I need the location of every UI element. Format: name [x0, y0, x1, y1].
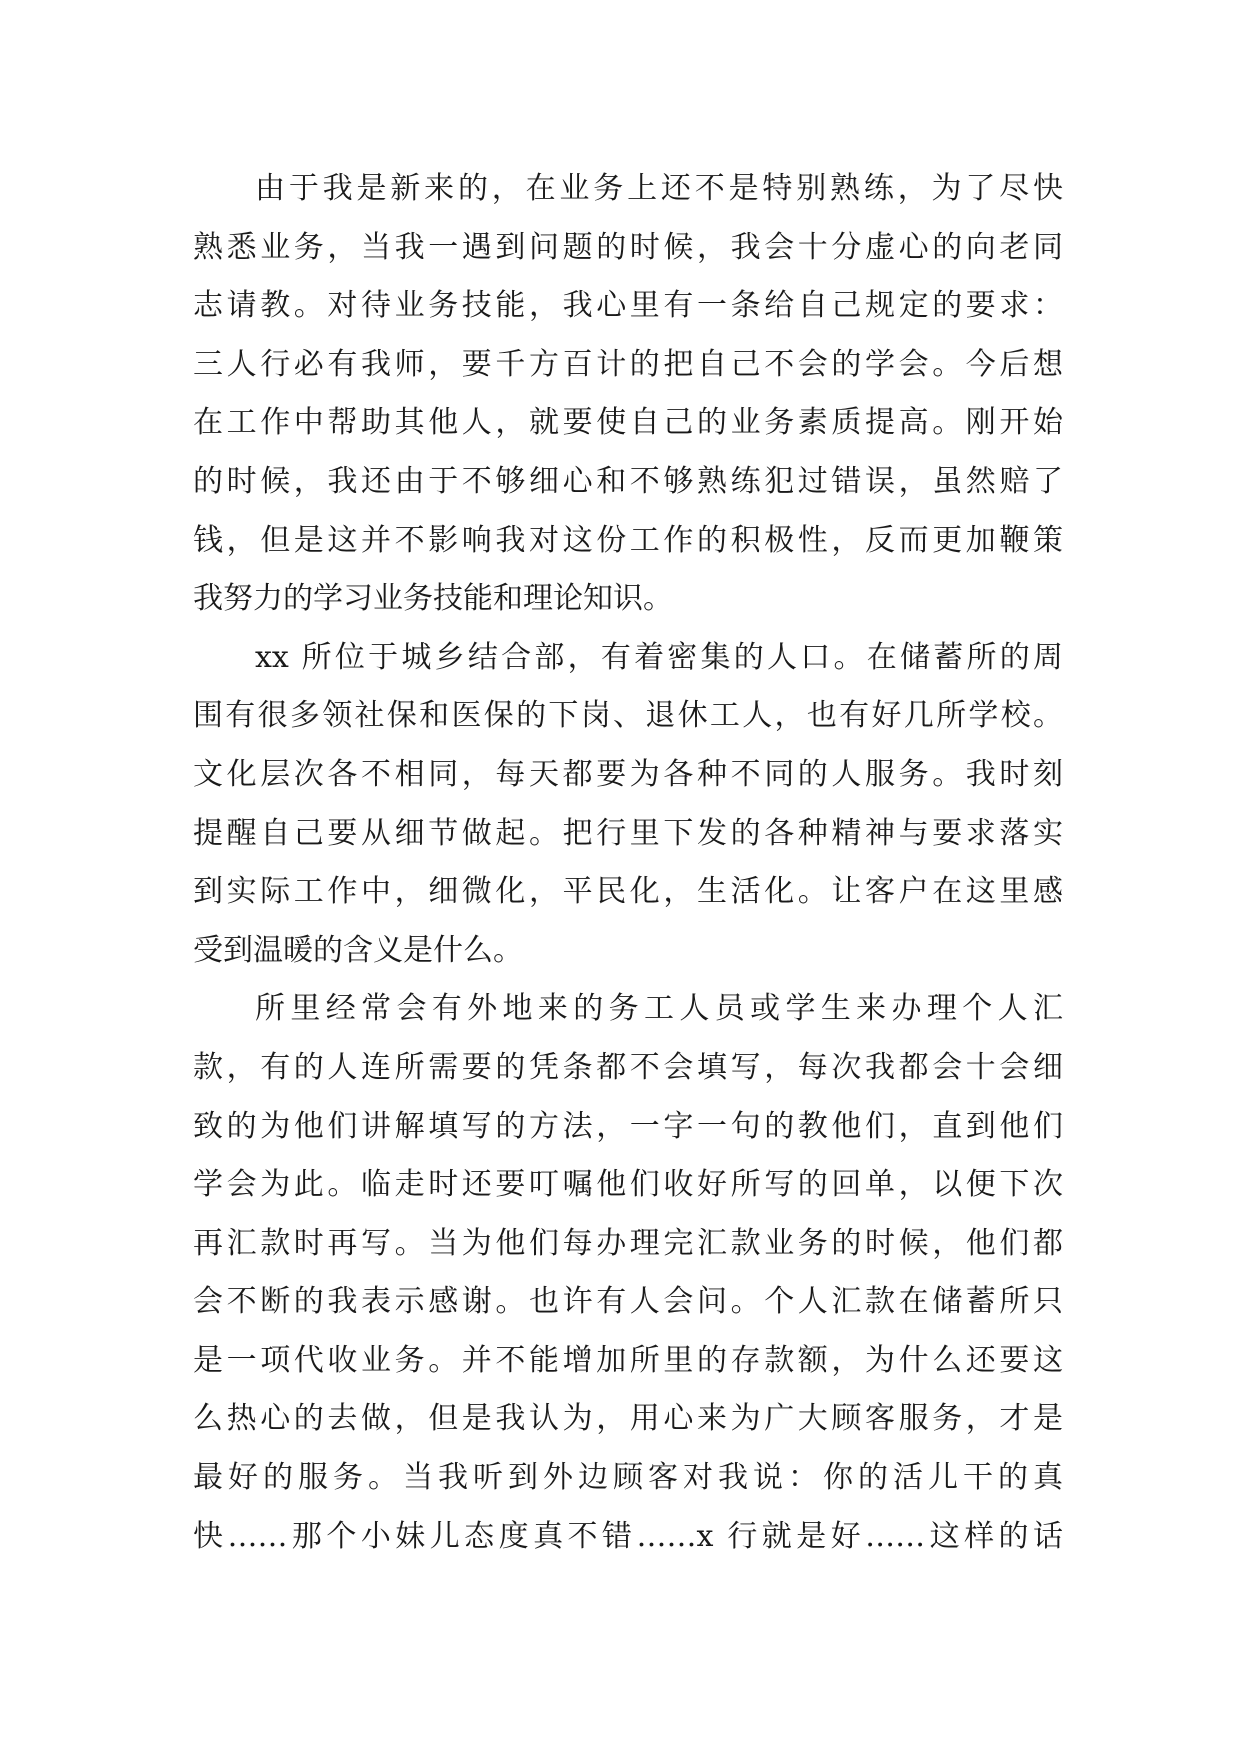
paragraph-line: 学会为此。临走时还要叮嘱他们收好所写的回单，以便下次 [193, 1167, 1063, 1203]
paragraph-line: 到实际工作中，细微化，平民化，生活化。让客户在这里感 [193, 874, 1063, 910]
paragraph-line: 围有很多领社保和医保的下岗、退休工人，也有好几所学校。 [193, 698, 1063, 734]
paragraph-1 [193, 160, 1063, 629]
paragraph-line: 由于我是新来的，在业务上还不是特别熟练，为了尽快 [255, 171, 1063, 206]
document-body [193, 160, 1063, 1566]
paragraph-line: 是一项代收业务。并不能增加所里的存款额，为什么还要这 [193, 1342, 1063, 1378]
paragraph-line: xx 所位于城乡结合部，有着密集的人口。在储蓄所的周 [255, 639, 1063, 675]
paragraph-line: 所里经常会有外地来的务工人员或学生来办理个人汇 [255, 991, 1063, 1027]
paragraph-line: 受到温暖的含义是什么。 [193, 932, 523, 968]
paragraph-line: 的时候，我还由于不够细心和不够熟练犯过错误，虽然赔了 [193, 463, 1063, 499]
paragraph-line: 文化层次各不相同，每天都要为各种不同的人服务。我时刻 [193, 756, 1063, 792]
paragraph-3 [193, 980, 1063, 1566]
paragraph-line: 志请教。对待业务技能，我心里有一条给自己规定的要求： [193, 288, 1063, 324]
paragraph-line: 快……那个小妹儿态度真不错……x 行就是好……这样的话 [193, 1518, 1063, 1554]
paragraph-line: 致的为他们讲解填写的方法，一字一句的教他们，直到他们 [193, 1108, 1063, 1144]
paragraph-line: 会不断的我表示感谢。也许有人会问。个人汇款在储蓄所只 [193, 1284, 1063, 1320]
paragraph-line: 么热心的去做，但是我认为，用心来为广大顾客服务，才是 [193, 1401, 1063, 1437]
paragraph-line: 三人行必有我师，要千方百计的把自己不会的学会。今后想 [193, 346, 1063, 382]
paragraph-line: 再汇款时再写。当为他们每办理完汇款业务的时候，他们都 [193, 1225, 1063, 1261]
paragraph-line: 熟悉业务，当我一遇到问题的时候，我会十分虚心的向老同 [193, 229, 1063, 265]
paragraph-line: 款，有的人连所需要的凭条都不会填写，每次我都会十会细 [193, 1049, 1063, 1085]
paragraph-line: 钱，但是这并不影响我对这份工作的积极性，反而更加鞭策 [193, 522, 1063, 558]
paragraph-line: 在工作中帮助其他人，就要使自己的业务素质提高。刚开始 [193, 405, 1063, 441]
paragraph-2 [193, 629, 1063, 981]
paragraph-line: 我努力的学习业务技能和理论知识。 [193, 581, 673, 617]
paragraph-line: 最好的服务。当我听到外边顾客对我说：你的活儿干的真 [193, 1460, 1063, 1496]
paragraph-line: 提醒自己要从细节做起。把行里下发的各种精神与要求落实 [193, 815, 1063, 851]
